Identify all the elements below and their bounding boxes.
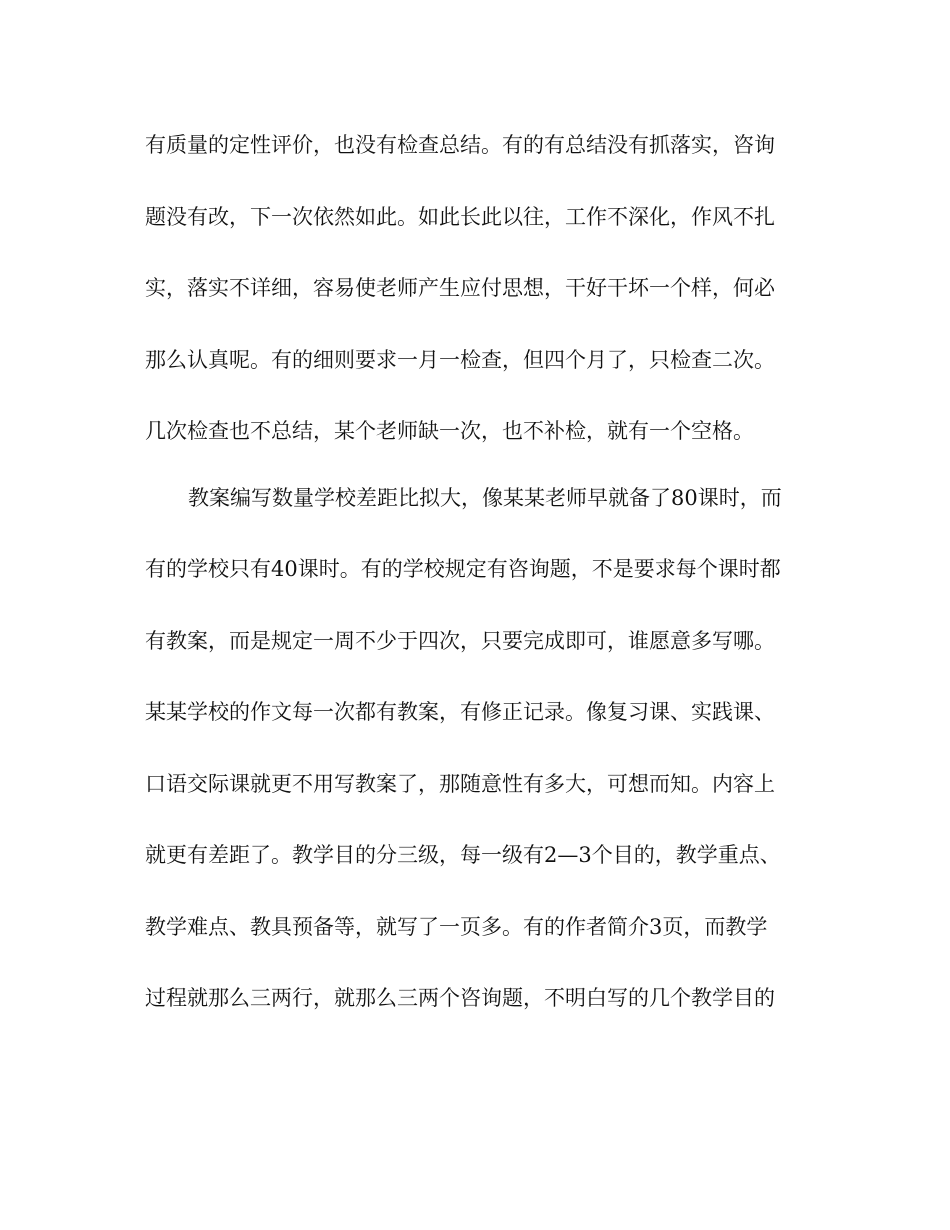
text-line: 过程就那么三两行，就那么三两个咨询题，不明白写的几个教学目的 xyxy=(145,986,775,1010)
text-line: 几次检查也不总结，某个老师缺一次，也不补检，就有一个空格。 xyxy=(145,419,754,443)
text-line: 口语交际课就更不用写教案了，那随意性有多大，可想而知。内容上 xyxy=(145,772,775,796)
paragraph-first-line: 教案编写数量学校差距比拟大，像某某老师早就备了80课时，而 xyxy=(188,486,782,510)
text-line: 有教案，而是规定一周不少于四次，只要完成即可，谁愿意多写哪。 xyxy=(145,629,775,653)
text-line: 实，落实不详细，容易使老师产生应付思想，干好干坏一个样，何必 xyxy=(145,276,775,300)
text-line: 就更有差距了。教学目的分三级，每一级有2—3个目的，教学重点、 xyxy=(145,843,781,867)
text-line: 那么认真呢。有的细则要求一月一检查，但四个月了，只检查二次。 xyxy=(145,348,775,372)
text-line: 有质量的定性评价，也没有检查总结。有的有总结没有抓落实，咨询 xyxy=(145,133,775,157)
text-line: 有的学校只有40课时。有的学校规定有咨询题，不是要求每个课时都 xyxy=(145,557,781,581)
text-line: 题没有改，下一次依然如此。如此长此以往，工作不深化，作风不扎 xyxy=(145,205,775,229)
text-line: 某某学校的作文每一次都有教案，有修正记录。像复习课、实践课、 xyxy=(145,700,775,724)
text-line: 教学难点、教具预备等，就写了一页多。有的作者简介3页，而教学 xyxy=(145,915,768,939)
